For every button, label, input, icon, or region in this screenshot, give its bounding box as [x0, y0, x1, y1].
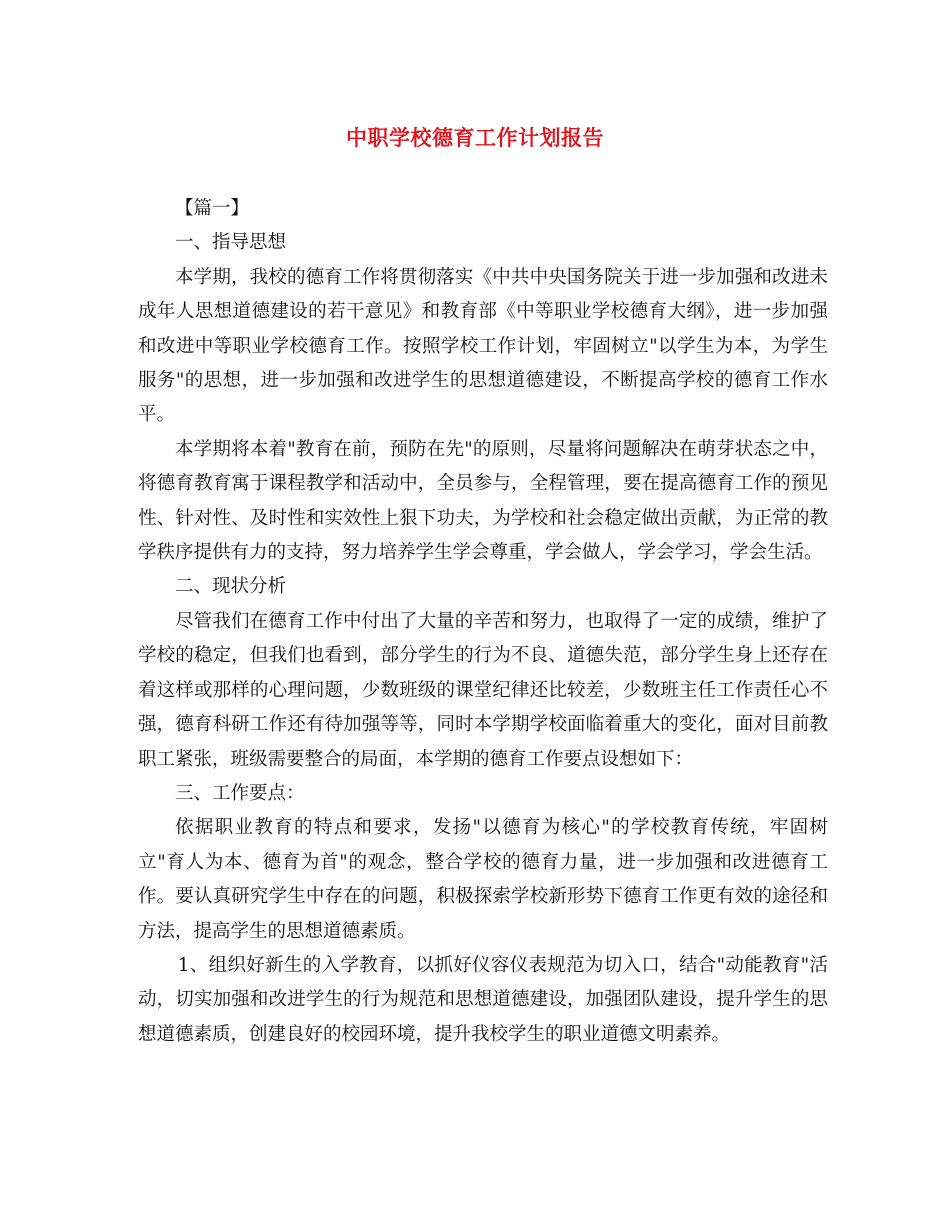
paragraph-guiding-ideology: 本学期，我校的德育工作将贯彻落实《中共中央国务院关于进一步加强和改进未成年人思想道德建设的若干意见》和教育部《中等职业学校德育大纲》，进一步加强和改进中等职业学校德育工作。按照学校工作计划，牢固树立"以学生为本，为学生服务"的思想，进一步加强和改进学生的思想道德建设，不断提高学校的德育工作水平。	[138, 266, 828, 426]
document-title: 中职学校德育工作计划报告	[346, 125, 604, 150]
paragraph-item-1: 1、组织好新生的入学教育，以抓好仪容仪表规范为切入口，结合"动能教育"活动，切实加强和改进学生的行为规范和思想道德建设，加强团队建设，提升学生的思想道德素质，创建良好的校园环境，提升我校学生的职业道德文明素养。	[138, 954, 828, 1045]
document-body	[138, 192, 828, 1052]
paragraph-current-analysis: 尽管我们在德育工作中付出了大量的辛苦和努力，也取得了一定的成绩，维护了学校的稳定，但我们也看到，部分学生的行为不良、道德失范，部分学生身上还存在着这样或那样的心理问题，少数班级的课堂纪律还比较差，少数班主任工作责任心不强，德育科研工作还有待加强等等，同时本学期学校面临着重大的变化，面对目前教职工紧张，班级需要整合的局面，本学期的德育工作要点设想如下：	[138, 610, 828, 770]
paragraph-work-points: 依据职业教育的特点和要求，发扬"以德育为核心"的学校教育传统，牢固树立"育人为本、德育为首"的观念，整合学校的德育力量，进一步加强和改进德育工作。要认真研究学生中存在的问题，积极探索学校新形势下德育工作更有效的途径和方法，提高学生的思想道德素质。	[138, 817, 828, 942]
paragraph-principles: 本学期将本着"教育在前，预防在先"的原则，尽量将问题解决在萌芽状态之中，将德育教育寓于课程教学和活动中，全员参与，全程管理，要在提高德育工作的预见性、针对性、及时性和实效性上狠下功夫，为学校和社会稳定做出贡献，为正常的教学秩序提供有力的支持，努力培养学生学会尊重，学会做人，学会学习，学会生活。	[138, 438, 828, 564]
heading-work-points: 三、工作要点：	[175, 782, 305, 804]
section-marker: 【篇一】	[175, 198, 250, 219]
heading-guiding-ideology: 一、指导思想	[175, 232, 287, 254]
heading-current-analysis: 二、现状分析	[175, 576, 287, 598]
